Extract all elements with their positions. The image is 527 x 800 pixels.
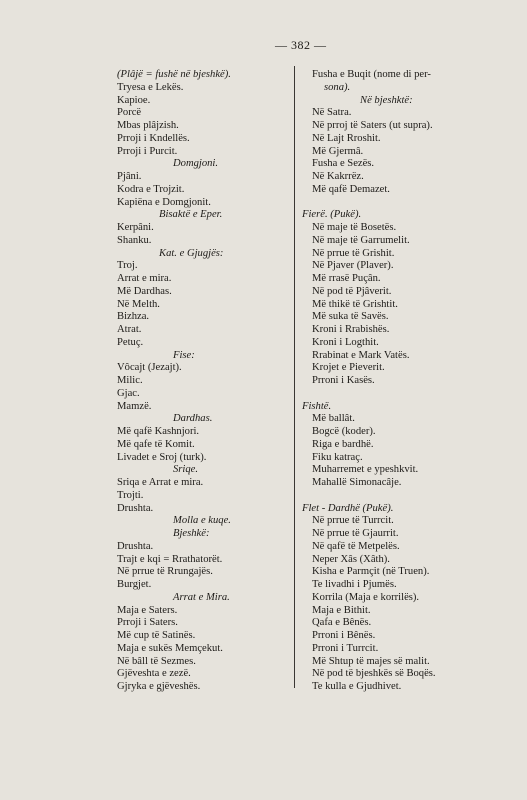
entry-line: Petuç. [117, 336, 144, 348]
entry-line: Fiku katraç. [312, 451, 363, 463]
entry-line: Më thikë të Grishtit. [312, 298, 398, 310]
entry-line: Bogcë (koder). [312, 426, 376, 437]
entry-line: Te kulla e Gjudhivet. [312, 681, 402, 692]
entry-line: Më Dardhas. [117, 285, 172, 297]
entry-line: Kerpâni. [117, 222, 154, 233]
entry-line: Drushta. [117, 540, 154, 552]
entry-line: (Plâjë = fushë në bjeshkë). [117, 69, 231, 80]
right-column [302, 69, 487, 694]
entry-line: Trojti. [117, 489, 144, 501]
entry-line: Bizhza. [117, 311, 150, 323]
entry-line: Fusha e Buqit (nome di per- [312, 69, 431, 80]
entry-line: Në prrue të Gjaurrit. [312, 528, 399, 539]
section-heading: Bisaktë e Eper. [159, 209, 223, 221]
entry-line: Në prrue të Rrungajës. [117, 566, 213, 578]
entry-line: Kroni i Logthit. [312, 336, 379, 348]
entry-line: Arrat e mira. [117, 273, 172, 284]
entry-line: Në qafë të Metpelës. [312, 540, 400, 552]
entry-line: Në prrue të Turrcit. [312, 515, 394, 527]
entry-line: Kroni i Rrabishës. [312, 324, 390, 335]
entry-line: Në Lajt Rroshit. [312, 132, 381, 144]
entry-line: Prroni i Bênës. [312, 630, 376, 641]
entry-line: Porcë [117, 107, 142, 119]
section-heading: Kat. e Gjugjës: [159, 247, 224, 259]
spacer [302, 197, 487, 210]
entry-line: Kapiëna e Domgjonit. [117, 196, 211, 208]
entry-line: sona). [324, 81, 351, 93]
entry-line: Në Satra. [312, 107, 352, 119]
spacer [302, 388, 487, 401]
entry-line: Maja e Saters. [117, 604, 178, 616]
entry-line: Më suka të Savës. [312, 311, 389, 323]
entry-line: Kisha e Parmçit (në Truen). [312, 566, 430, 578]
entry-line: Krojet e Pieverit. [312, 362, 385, 374]
entry-line: Më rrasë Puçân. [312, 273, 381, 284]
entry-line: Maja e Bithit. [312, 604, 371, 616]
entry-line: Prroji i Purcit. [117, 145, 178, 157]
section-heading: Dardhas. [173, 413, 213, 425]
entry-line: Prroni i Kasës. [312, 375, 375, 386]
entry-line: Në pod të bjeshkës së Boqës. [312, 668, 436, 680]
entry-line: Prroji i Saters. [117, 617, 178, 629]
entry-line: Në Pjaver (Plaver). [312, 260, 394, 272]
entry-line: Kapioe. [117, 94, 151, 106]
entry-line: Vôcajt (Jezajt). [117, 362, 182, 374]
left-column [117, 69, 287, 694]
entry-line: Më qafë Kashnjori. [117, 426, 200, 437]
section-heading: Sriqe. [173, 464, 199, 476]
entry-line: Në bâll të Sezmes. [117, 655, 196, 667]
section-heading: Në bjeshktë: [360, 94, 413, 106]
entry-line: Mamzë. [117, 400, 152, 412]
entry-line: Troj. [117, 260, 138, 272]
section-heading: Bjeshkë: [173, 528, 210, 539]
entry-line: Prroni i Turrcit. [312, 642, 379, 654]
entry-line: Shanku. [117, 234, 152, 246]
section-heading: Arrat e Mira. [173, 591, 230, 603]
entry-line: Në Melth. [117, 298, 160, 310]
entry-line: Muharremet e ypeshkvit. [312, 464, 419, 476]
entry-line: Sriqa e Arrat e mira. [117, 477, 204, 488]
entry-line: Në maje të Garrumelit. [312, 234, 410, 246]
column-divider [294, 66, 295, 688]
entry-line: Prroji i Kndellës. [117, 132, 190, 144]
entry-line: Në prrue të Grishit. [312, 247, 395, 259]
entry-line: Tryesa e Lekës. [117, 81, 184, 93]
entry-line: Kodra e Trojzit. [117, 183, 185, 195]
entry-line: Te livadhi i Pjumës. [312, 579, 397, 590]
section-heading: Domgjoni. [173, 158, 219, 170]
entry-line: Gjac. [117, 387, 140, 399]
entry-line: Më qafë Demazet. [312, 183, 390, 195]
entry-line: Flet - Dardhë (Pukë). [302, 502, 394, 514]
section-heading: Fise: [173, 349, 195, 361]
entry-line: Më cup të Satinës. [117, 630, 196, 641]
entry-line: Rrabinat e Mark Vatës. [312, 349, 410, 361]
entry-line: Gjryka e gjëveshës. [117, 681, 201, 692]
entry-line: Fierë. (Pukë). [302, 209, 362, 221]
entry-line: Fishtë. [302, 400, 332, 412]
entry-line: Qafa e Bênës. [312, 617, 372, 629]
entry-line: Më ballât. [312, 413, 355, 425]
page-number: — 382 — [275, 38, 327, 52]
spacer [302, 490, 487, 503]
entry-line: Në prroj të Saters (ut supra). [312, 120, 433, 131]
entry-line: Atrat. [117, 324, 142, 335]
entry-line: Gjëveshta e zezë. [117, 668, 191, 680]
entry-line: Pjâni. [117, 171, 142, 182]
entry-line: Në pod të Pjâverit. [312, 285, 392, 297]
entry-line: Më Gjermâ. [312, 145, 364, 157]
entry-line: Më qafe të Komit. [117, 438, 195, 450]
entry-line: Trajt e kqi = Rrathatorët. [117, 553, 223, 565]
entry-line: Korrila (Maja e korrilës). [312, 591, 420, 603]
entry-line: Neper Xâs (Xâth). [312, 553, 390, 565]
section-heading: Molla e kuqe. [173, 515, 231, 527]
entry-line: Në maje të Bosetës. [312, 222, 397, 233]
entry-line: Maja e sukës Memçekut. [117, 642, 223, 654]
entry-line: Mbas plâjzish. [117, 120, 179, 131]
entry-line: Fusha e Sezës. [312, 158, 375, 170]
entry-line: Milic. [117, 375, 143, 386]
entry-line: Drushta. [117, 502, 154, 514]
entry-line: Riga e bardhë. [312, 438, 374, 450]
entry-line: Në Kakrrëz. [312, 171, 364, 182]
entry-line: Livadet e Sroj (turk). [117, 451, 207, 463]
entry-line: Më Shtup të majes së malit. [312, 655, 430, 667]
entry-line: Burgjet. [117, 579, 152, 590]
entry-line: Mahallë Simonacâje. [312, 477, 402, 488]
